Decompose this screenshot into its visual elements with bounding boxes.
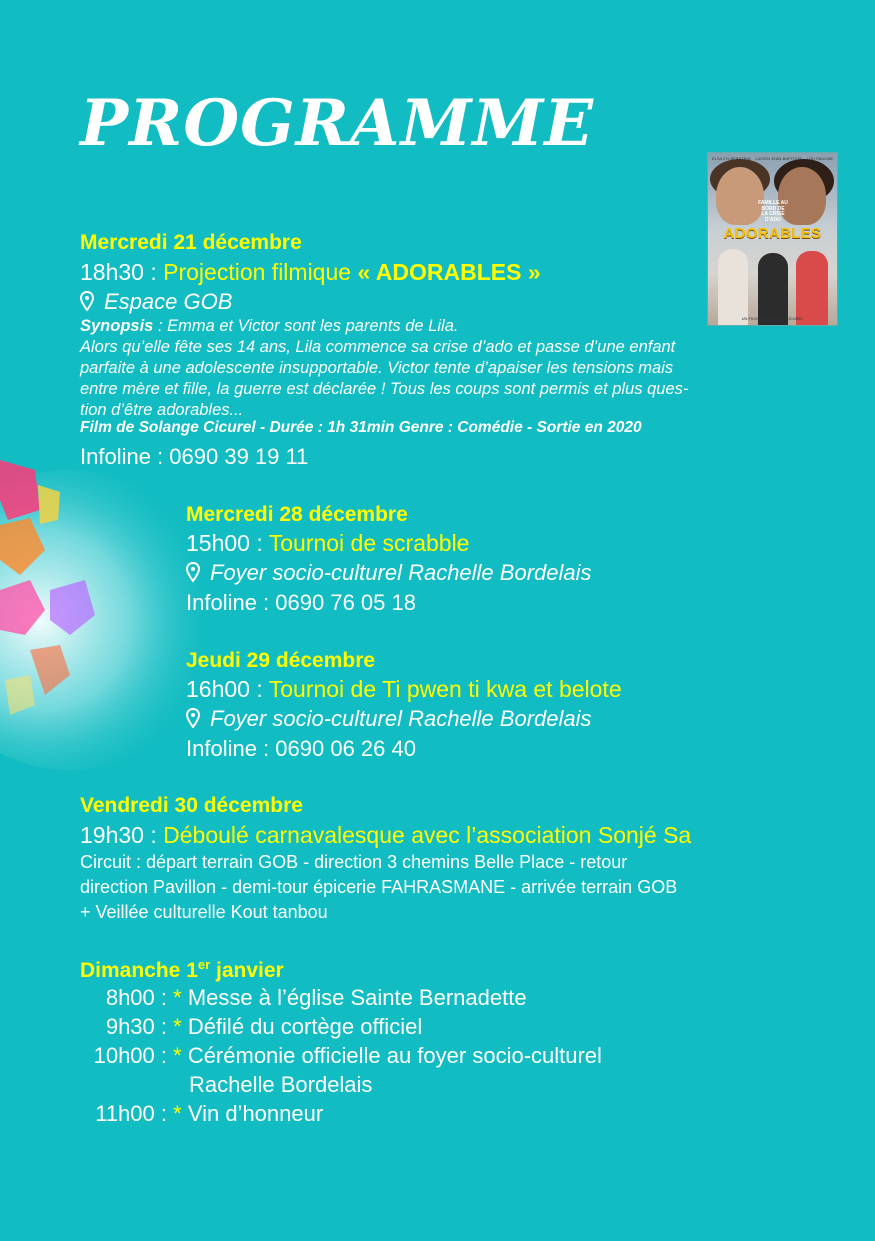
schedule-star: * [173,1043,182,1068]
schedule-time: 11h00 : [95,1101,167,1126]
event2-time: 15h00 : [186,530,263,556]
event5-date-sup: er [197,957,211,972]
location-pin-icon [186,562,200,582]
poster-director: UN FILM DE SOLANGE CICUREL [741,316,804,321]
event1-film-credits: Film de Solange Cicurel - Durée : 1h 31min Genre : Comédie - Sortie en 2020 [80,419,642,436]
event1-time: 18h30 : [80,259,157,285]
schedule-row [80,1014,602,1043]
synopsis-line-4: tion d’être adorables... [80,401,244,420]
event4-date: Vendredi 30 décembre [80,794,303,817]
event1-place: Espace GOB [104,289,233,314]
schedule-row [80,1072,602,1101]
event3-place: Foyer socio-culturel Rachelle Bordelais [210,706,592,731]
event5-date [80,957,284,983]
circuit-line-0: Circuit : départ terrain GOB - direction 3 chemins Belle Place - retour [80,852,628,872]
event1-time-line [80,259,541,286]
event3-date: Jeudi 29 décembre [186,649,376,672]
event1-film: « ADORABLES » [357,259,541,285]
event1-label: Projection filmique [163,259,352,285]
event1-synopsis [80,316,688,422]
synopsis-line-2: parfaite à une adolescente insupportable. Victor tente d’apaiser les tensions mais [80,359,674,378]
movie-poster [707,152,838,326]
decorative-light-burst [0,440,200,800]
event4-time-line [80,822,691,849]
schedule-text: Cérémonie officielle au foyer socio-culturel [187,1043,602,1068]
poster-credit-right: LOU PAULINE [806,156,833,161]
event2-place-line [186,560,592,586]
event2-date: Mercredi 28 décembre [186,503,408,526]
circuit-line-2: + Veillée culturelle Kout tanbou [80,902,328,923]
location-pin-icon [186,708,200,728]
event2-label: Tournoi de scrabble [268,530,470,556]
schedule-text: Rachelle Bordelais [189,1072,373,1097]
schedule-row [80,1043,602,1072]
event3-place-line [186,706,592,732]
event1-place-line [80,289,232,315]
event2-infoline: Infoline : 0690 76 05 18 [186,590,416,615]
schedule-text: Défilé du cortège officiel [187,1014,423,1039]
event1-date: Mercredi 21 décembre [80,231,302,254]
synopsis-line-3: entre mère et fille, la guerre est déclarée ! Tous les coups sont permis et plus ques- [80,380,689,399]
schedule-time: 8h00 : [105,985,167,1010]
schedule-star: * [173,1101,182,1126]
event5-schedule [80,985,602,1130]
event3-time-line [186,676,622,703]
event4-time: 19h30 : [80,822,157,848]
poster-title: ADORABLES [723,225,822,242]
poster-credit-mid: LUCIEN JEAN-BAPTISTE [755,156,802,161]
location-pin-icon [80,291,94,311]
event3-infoline: Infoline : 0690 06 26 40 [186,736,416,761]
schedule-text: Messe à l’église Sainte Bernadette [187,985,527,1010]
event5-date-suffix: janvier [210,959,284,982]
schedule-time: 10h00 : [93,1043,167,1068]
event4-label: Déboulé carnavalesque avec l’association Sonjé Sa [163,822,692,848]
schedule-time: 9h30 : [105,1014,167,1039]
event3-time: 16h00 : [186,676,263,702]
poster-tagline: FAMILLE AU BORD DE LA CRISE D'ADO [758,200,788,223]
event2-place: Foyer socio-culturel Rachelle Bordelais [210,560,592,585]
synopsis-label: Synopsis [80,317,154,335]
schedule-row [80,1101,602,1130]
event1-infoline: Infoline : 0690 39 19 11 [80,444,309,469]
schedule-row [80,985,602,1014]
circuit-line-1: direction Pavillon - demi-tour épicerie FAHRASMANE - arrivée terrain GOB [80,877,678,898]
event4-circuit [80,850,677,926]
schedule-text: Vin d’honneur [187,1101,324,1126]
schedule-star: * [173,985,182,1010]
poster-credit-left: ELSA ZYLBERSTEIN [712,156,751,161]
page-title: PROGRAMME [80,86,595,161]
synopsis-line-0: : Emma et Victor sont les parents de Lila. [153,317,459,335]
synopsis-line-1: Alors qu’elle fête ses 14 ans, Lila commence sa crise d’ado et passe d’une enfant [80,338,676,357]
schedule-star: * [173,1014,182,1039]
event3-label: Tournoi de Ti pwen ti kwa et belote [268,676,622,702]
event2-time-line [186,530,469,557]
event5-date-prefix: Dimanche 1 [80,959,198,982]
